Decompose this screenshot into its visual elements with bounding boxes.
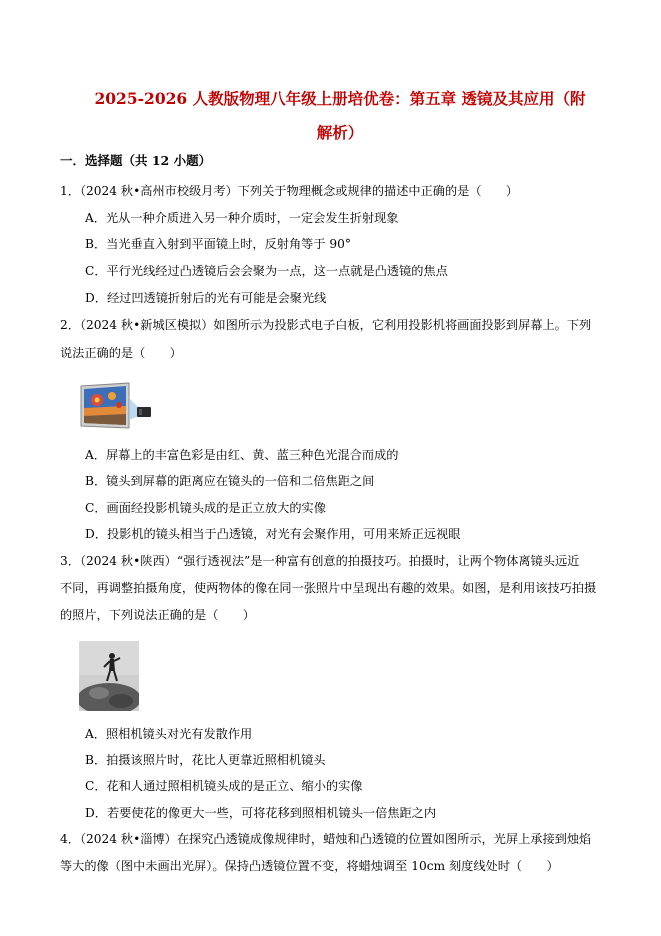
question-2-option-a: A．屏幕上的丰富色彩是由红、黄、蓝三种色光混合而成的	[85, 448, 399, 462]
document-title-line2: 解析）	[316, 123, 364, 142]
question-3-option-b: B．拍摄该照片时，花比人更靠近照相机镜头	[85, 753, 326, 767]
projector-whiteboard-image	[79, 378, 152, 435]
section-heading: 一．选择题（共 12 小题）	[60, 153, 212, 168]
question-1-option-c: C．平行光线经过凸透镜后会会聚为一点，这一点就是凸透镜的焦点	[85, 264, 448, 278]
question-2-stem-line2: 说法正确的是（ ）	[60, 346, 182, 360]
question-1-stem: 1．（2024 秋•高州市校级月考）下列关于物理概念或规律的描述中正确的是（ ）	[60, 184, 519, 198]
question-4-stem-line2: 等大的像（图中未画出光屏）。保持凸透镜位置不变，将蜡烛调至 10cm 刻度线处时（ ）	[60, 859, 559, 873]
document-title-line1: 2025-2026 人教版物理八年级上册培优卷：第五章 透镜及其应用（附	[94, 89, 586, 108]
question-4-stem-line1: 4．（2024 秋•淄博）在探究凸透镜成像规律时，蜡烛和凸透镜的位置如图所示，光屏上承接到烛焰	[60, 832, 592, 846]
question-2-option-d: D．投影机的镜头相当于凸透镜，对光有会聚作用，可用来矫正远视眼	[85, 527, 461, 541]
question-2-option-c: C．画面经投影机镜头成的是正立放大的实像	[85, 501, 326, 515]
question-2-stem-line1: 2．（2024 秋•新城区模拟）如图所示为投影式电子白板，它利用投影机将画面投影到屏幕上。下列	[60, 318, 592, 332]
question-1-option-a: A．光从一种介质进入另一种介质时，一定会发生折射现象	[85, 211, 399, 225]
question-3-stem-line3: 的照片，下列说法正确的是（ ）	[60, 608, 255, 622]
question-3-option-c: C．花和人通过照相机镜头成的是正立、缩小的实像	[85, 779, 363, 793]
question-3-option-d: D．若要使花的像更大一些，可将花移到照相机镜头一倍焦距之内	[85, 806, 437, 820]
question-3-option-a: A．照相机镜头对光有发散作用	[85, 727, 253, 741]
question-1-option-b: B．当光垂直入射到平面镜上时，反射角等于 90°	[85, 237, 351, 251]
question-2-option-b: B．镜头到屏幕的距离应在镜头的一倍和二倍焦距之间	[85, 474, 375, 488]
question-1-option-d: D．经过凹透镜折射后的光有可能是会聚光线	[85, 291, 327, 305]
question-3-stem-line2: 不同，再调整拍摄角度，使两物体的像在同一张照片中呈现出有趣的效果。如图，是利用该技巧拍摄	[60, 581, 597, 595]
forced-perspective-photo	[79, 641, 139, 711]
question-3-stem-line1: 3．（2024 秋•陕西）“强行透视法”是一种富有创意的拍摄技巧。拍摄时，让两个物体离镜头远近	[60, 554, 580, 568]
